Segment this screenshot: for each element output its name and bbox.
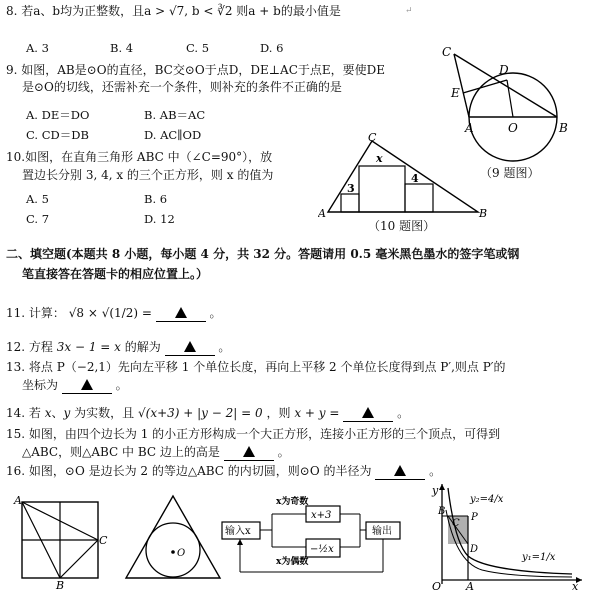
- q14-x: x: [44, 406, 52, 420]
- q9-line2: 是⊙O的切线，还需补充一个条件，则补充的条件不正确的是: [22, 80, 342, 94]
- fig9-caption: （9 题图）: [480, 166, 540, 180]
- graph-label-x: x: [572, 580, 579, 592]
- q13-line2: 坐标为: [22, 378, 59, 392]
- q8-option-a: A. 3: [26, 41, 49, 55]
- svg-text:O: O: [177, 548, 186, 559]
- return-mark-icon: ↵: [405, 6, 413, 16]
- figure-flowchart: [220, 492, 410, 587]
- q16-line: [6, 464, 441, 480]
- graph-label-c: C: [452, 518, 460, 529]
- flow-output-label: 输出: [372, 526, 392, 537]
- graph-label-y: y: [432, 484, 439, 497]
- graph-label-p: P: [471, 512, 478, 523]
- fig9-label-d: D: [499, 63, 509, 77]
- flow-odd-label: x为奇数: [276, 497, 309, 507]
- fig10-label-x: x: [376, 152, 383, 165]
- fig15-label-a: A: [14, 494, 22, 507]
- fig15-label-c: C: [99, 534, 108, 547]
- q12-expression: 3x − 1 = x: [56, 340, 121, 354]
- fig9-label-c: C: [442, 45, 452, 59]
- q13-line2-wrap: [22, 378, 128, 394]
- q11-suffix: 。: [209, 306, 222, 320]
- q14-sep: 、: [51, 406, 64, 420]
- q16-suffix: 。: [429, 464, 442, 478]
- q15-line2-wrap: [22, 445, 290, 461]
- q10-option-a: A. 5: [26, 192, 49, 206]
- section2-line1: 二、填空题(本题共 8 小题，每小题 4 分，共 32 分。答题请用 0.5 毫米黑色墨水的签字笔或钢: [6, 247, 520, 261]
- q13-suffix: 。: [115, 378, 128, 392]
- q11-answer-blank[interactable]: [156, 306, 206, 322]
- q15-line1: 15. 如图，由四个边长为 1 的小正方形构成一个大正方形，连接小正方形的三个顶点，可得到: [6, 427, 501, 441]
- graph-label-b: B: [438, 506, 446, 517]
- q12-suffix: 。: [218, 340, 231, 354]
- q15-line2: △ABC，则△ABC 中 BC 边上的高是: [22, 445, 220, 459]
- q14-line: [6, 406, 409, 422]
- q9-line1: 9. 如图，AB是⊙O的直径，BC交⊙O于点D，DE⊥AC于点E，要使DE: [6, 63, 386, 77]
- q8-stem: 8. 若a、b均为正整数，且a > √7, b < ∛2 则a + b的最小值是: [6, 4, 341, 18]
- fig9-label-o: O: [508, 121, 518, 135]
- fig10-label-4: 4: [411, 172, 419, 185]
- q14-middle2: ，则: [266, 406, 291, 420]
- q11-line: [6, 306, 222, 322]
- center-dot-icon: [171, 550, 175, 554]
- q9-option-a: A. DE＝DO: [26, 108, 90, 122]
- q12-answer-blank[interactable]: [165, 340, 215, 356]
- q14-answer-blank[interactable]: [343, 406, 393, 422]
- q10-line2: 置边长分别 3, 4, x 的三个正方形，则 x 的值为: [22, 168, 274, 182]
- figure-10: [318, 133, 490, 223]
- q10-option-b: B. 6: [144, 192, 168, 206]
- fig10-label-b: B: [479, 207, 488, 220]
- q15-answer-blank[interactable]: [224, 445, 274, 461]
- section2-line2: 笔直接答在答题卡的相应位置上。）: [22, 267, 209, 281]
- q11-expression: √8 × √(1/2) =: [68, 306, 152, 320]
- graph-label-y1: y₁=1/x: [522, 552, 556, 563]
- fig10-caption: （10 题图）: [368, 219, 436, 233]
- flow-half-label: −½x: [310, 544, 334, 555]
- triangle-icon: [243, 446, 255, 457]
- q14-prefix: 14. 若: [6, 406, 41, 420]
- fig10-label-a: A: [318, 207, 326, 220]
- q10-line1: 10.如图，在直角三角形 ABC 中（∠C=90°），放: [6, 150, 273, 164]
- q14-y: y: [63, 406, 71, 420]
- triangle-icon: [175, 307, 187, 318]
- graph-label-d: D: [470, 544, 479, 555]
- q14-middle1: 为实数，且: [74, 406, 135, 420]
- triangle-icon: [81, 379, 93, 390]
- fig10-label-3: 3: [347, 182, 355, 195]
- triangle-icon: [184, 341, 196, 352]
- fig9-label-b: B: [559, 121, 568, 135]
- q10-option-d: D. 12: [144, 212, 175, 226]
- q8-option-c: C. 5: [186, 41, 210, 55]
- figure-15: [8, 490, 108, 590]
- fig9-label-e: E: [451, 86, 460, 100]
- q9-option-b: B. AB＝AC: [144, 108, 206, 122]
- q12-prefix: 12. 方程: [6, 340, 53, 354]
- flow-input-label: 输入x: [225, 526, 251, 537]
- fig10-label-c: C: [368, 133, 377, 144]
- q9-option-d: D. AC∥OD: [144, 128, 202, 142]
- q13-line1: 13. 将点 P（−2,1）先向左平移 1 个单位长度，再向上平移 2 个单位长度得到点 P′,则点 P′的: [6, 360, 506, 374]
- fig9-label-a: A: [465, 121, 474, 135]
- q16-text: 16. 如图，⊙O 是边长为 2 的等边△ABC 的内切圆，则⊙O 的半径为: [6, 464, 372, 478]
- q9-option-c: C. CD＝DB: [26, 128, 89, 142]
- q14-suffix: 。: [397, 406, 410, 420]
- q10-option-c: C. 7: [26, 212, 50, 226]
- figure-graph: [422, 480, 587, 592]
- figure-16: [118, 490, 228, 590]
- q14-expression2: x + y =: [294, 406, 340, 420]
- q13-answer-blank[interactable]: [62, 378, 112, 394]
- flow-plus3-label: x+3: [311, 510, 332, 521]
- fig15-label-b: B: [56, 579, 65, 590]
- graph-label-a: A: [466, 580, 474, 592]
- graph-label-o: O: [432, 580, 442, 592]
- q12-middle: 的解为: [124, 340, 161, 354]
- q16-answer-blank[interactable]: [375, 464, 425, 480]
- flow-even-label: x为偶数: [276, 557, 309, 567]
- triangle-icon: [394, 465, 406, 476]
- q11-prefix: 11. 计算：: [6, 306, 65, 320]
- q8-option-d: D. 6: [260, 41, 284, 55]
- q15-suffix: 。: [277, 445, 290, 459]
- q14-expression: √(x+3) + |y − 2| = 0: [137, 406, 263, 420]
- q8-option-b: B. 4: [110, 41, 134, 55]
- triangle-icon: [362, 407, 374, 418]
- graph-label-y2: y₂=4/x: [470, 494, 504, 505]
- q12-line: [6, 340, 230, 356]
